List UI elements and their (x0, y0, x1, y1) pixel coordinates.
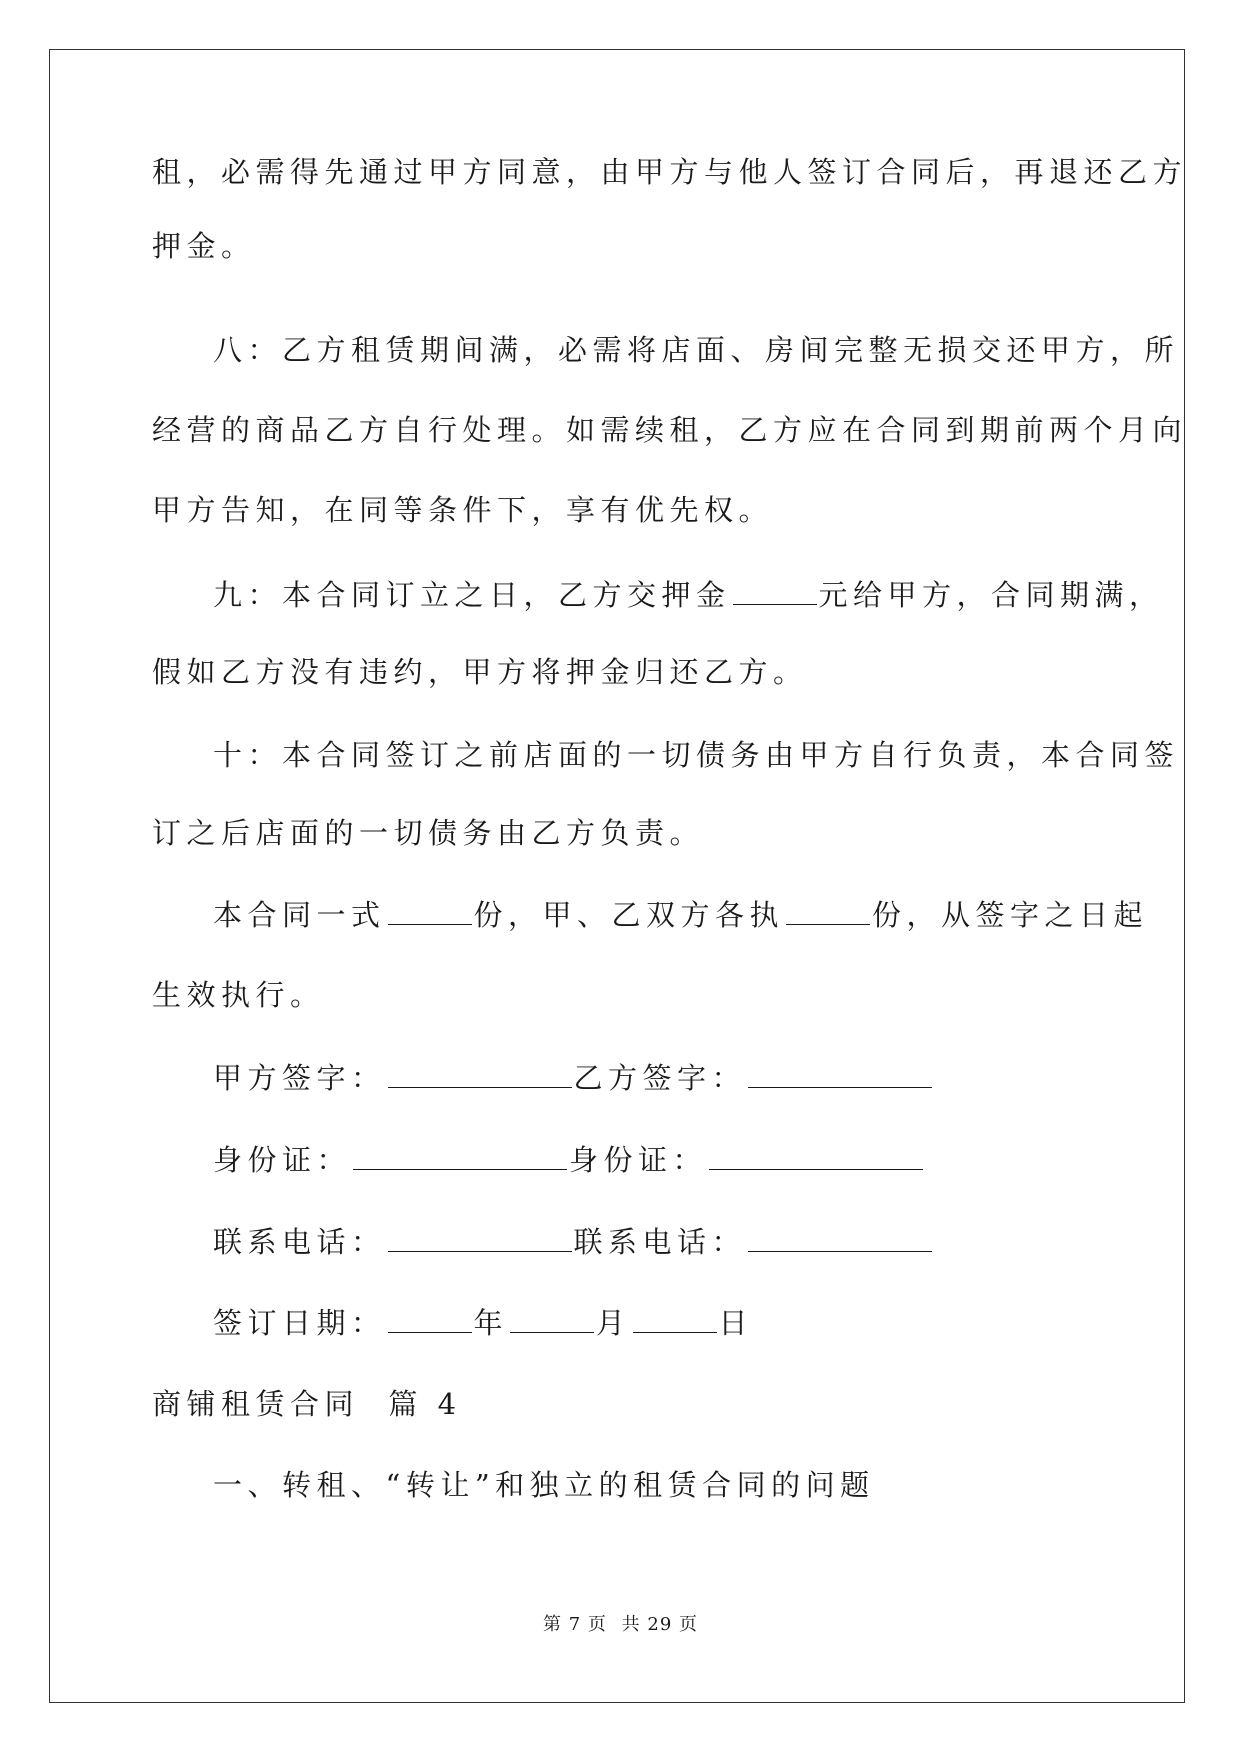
day-blank (633, 1304, 717, 1333)
page-footer (0, 1610, 1241, 1636)
party-a-sign-label: 甲方签字： (213, 1061, 386, 1095)
party-b-sign-label: 乙方签字： (573, 1061, 747, 1095)
signature-line (213, 1058, 934, 1098)
year-blank (388, 1304, 472, 1333)
copies-text-a: 本合同一式 (213, 898, 386, 932)
phone-a-label: 联系电话： (213, 1225, 386, 1259)
id-a-label: 身份证： (213, 1143, 352, 1177)
date-label: 签订日期： (213, 1306, 386, 1340)
paragraph-line: 假如乙方没有违约，甲方将押金归还乙方。 (152, 655, 808, 689)
date-line (213, 1303, 753, 1343)
id-a-blank (353, 1141, 567, 1170)
copies-blank (388, 896, 472, 925)
clause-9-text-a: 九：本合同订立之日，乙方交押金 (213, 578, 731, 612)
paragraph-line: 租，必需得先通过甲方同意，由甲方与他人签订合同后，再退还乙方 (152, 155, 1188, 189)
clause-9-text-b: 元给甲方，合同期满， (818, 578, 1164, 612)
deposit-blank (733, 576, 817, 605)
month-blank (510, 1304, 594, 1333)
day-label: 日 (718, 1306, 754, 1340)
id-line (213, 1140, 925, 1180)
paragraph-line: 经营的商品乙方自行处理。如需续租，乙方应在合同到期前两个月向 (152, 413, 1188, 447)
id-b-blank (709, 1141, 923, 1170)
clause-9-line (213, 575, 1164, 615)
copies-each-blank (786, 896, 870, 925)
paragraph-line: 订之后店面的一切债务由乙方负责。 (152, 816, 705, 850)
section-first-line: 一、转租、“转让”和独立的租赁合同的问题 (213, 1468, 875, 1502)
paragraph-line: 甲方告知，在同等条件下，享有优先权。 (152, 493, 774, 527)
copies-line (213, 895, 1148, 935)
phone-b-label: 联系电话： (573, 1225, 747, 1259)
phone-b-blank (748, 1223, 932, 1252)
paragraph-line: 押金。 (152, 229, 256, 263)
phone-a-blank (388, 1223, 572, 1252)
clause-8-line: 八：乙方租赁期间满，必需将店面、房间完整无损交还甲方，所 (213, 333, 1180, 367)
copies-text-b: 份，甲、乙双方各执 (473, 898, 785, 932)
page-number: 第 7 页 (543, 1614, 607, 1635)
year-label: 年 (473, 1306, 509, 1340)
party-b-sign-blank (748, 1059, 932, 1088)
month-label: 月 (596, 1306, 631, 1340)
copies-text-c: 份，从签字之日起 (872, 898, 1149, 932)
page-total: 共 29 页 (621, 1614, 698, 1635)
clause-10-line: 十：本合同签订之前店面的一切债务由甲方自行负责，本合同签 (213, 738, 1180, 772)
section-title: 商铺租赁合同 篇 4 (152, 1387, 462, 1421)
phone-line (213, 1222, 934, 1262)
id-b-label: 身份证： (569, 1143, 708, 1177)
party-a-sign-blank (388, 1059, 572, 1088)
paragraph-line: 生效执行。 (152, 978, 325, 1012)
page-border (49, 49, 1188, 1703)
